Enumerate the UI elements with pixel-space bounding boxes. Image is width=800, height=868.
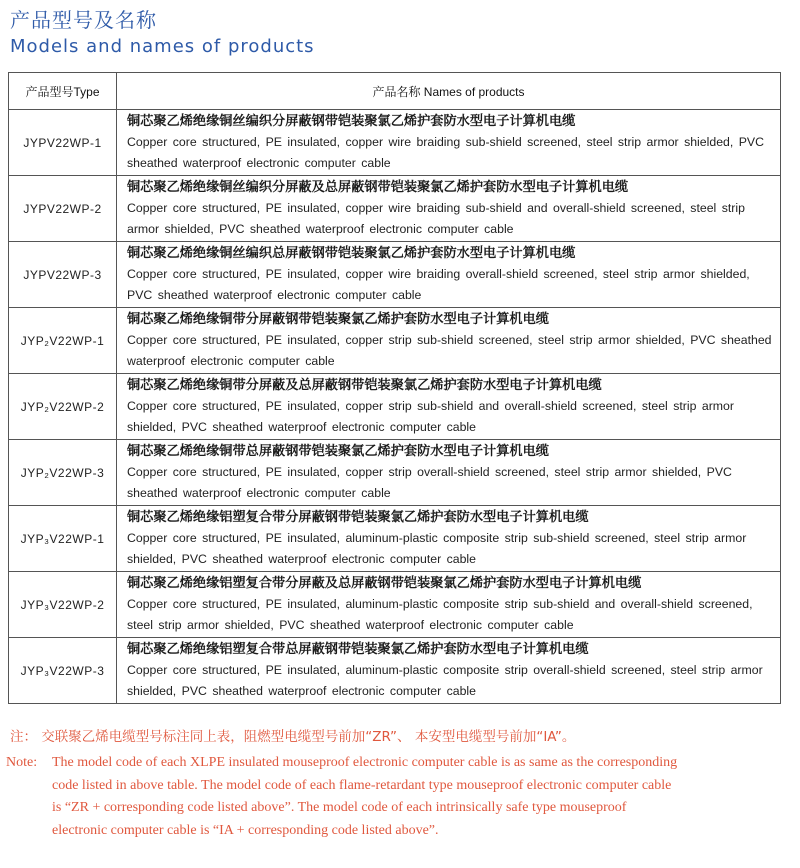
product-name-cell xyxy=(117,440,781,506)
table-row xyxy=(9,110,781,176)
model-type-cell: JYPV22WP-2 xyxy=(9,176,117,242)
product-name-cell xyxy=(117,506,781,572)
table-row xyxy=(9,440,781,506)
page-title-cn: 产品型号及名称 xyxy=(10,8,157,32)
products-table xyxy=(8,72,781,704)
product-name-cn: 铜芯聚乙烯绝缘铜丝编织分屏蔽及总屏蔽钢带铠装聚氯乙烯护套防水型电子计算机电缆 xyxy=(127,180,629,195)
note-en-line-text: The model code of each XLPE insulated mouseproof electronic computer cable is as same as the corresponding xyxy=(52,755,678,770)
product-name-en: Copper core structured, PE insulated, copper wire braiding overall-shield screened, steel strip armor shielded, PVC sheathed waterproof electronic computer cable xyxy=(127,267,750,302)
product-name-cell xyxy=(117,638,781,704)
table-row xyxy=(9,506,781,572)
header-name: 产品名称 Names of products xyxy=(117,73,781,110)
model-type-cell: JYP₃V22WP-2 xyxy=(9,572,117,638)
product-name-cn: 铜芯聚乙烯绝缘铜带分屏蔽及总屏蔽钢带铠装聚氯乙烯护套防水型电子计算机电缆 xyxy=(127,378,602,393)
product-name-cn: 铜芯聚乙烯绝缘铝塑复合带总屏蔽钢带铠装聚氯乙烯护套防水型电子计算机电缆 xyxy=(127,642,589,657)
product-name-cn: 铜芯聚乙烯绝缘铝塑复合带分屏蔽钢带铠装聚氯乙烯护套防水型电子计算机电缆 xyxy=(127,510,589,525)
product-name-en: Copper core structured, PE insulated, copper strip sub-shield screened, steel strip armor shielded, PVC sheathed waterproof electronic computer cable xyxy=(127,333,772,368)
note-en-line xyxy=(6,752,796,775)
product-name-cell xyxy=(117,572,781,638)
note-cn: 注： 交联聚乙烯电缆型号标注同上表，阻燃型电缆型号前加“ZR”、 本安型电缆型号前加“IA”。 xyxy=(10,729,576,745)
page-title-en: Models and names of products xyxy=(10,36,315,57)
table-row xyxy=(9,308,781,374)
model-type-cell: JYP₃V22WP-1 xyxy=(9,506,117,572)
table-row xyxy=(9,242,781,308)
product-name-en: Copper core structured, PE insulated, aluminum-plastic composite strip sub-shield and overall-shield screened, steel strip armor shielded, PVC sheathed waterproof electronic computer cable xyxy=(127,597,753,632)
table-row xyxy=(9,638,781,704)
product-name-en: Copper core structured, PE insulated, copper wire braiding sub-shield screened, steel strip armor shielded, PVC sheathed waterproof electronic computer cable xyxy=(127,135,764,170)
product-name-cn: 铜芯聚乙烯绝缘铜丝编织总屏蔽钢带铠装聚氯乙烯护套防水型电子计算机电缆 xyxy=(127,246,576,261)
table-row xyxy=(9,572,781,638)
product-name-en: Copper core structured, PE insulated, copper wire braiding sub-shield and overall-shield screened, steel strip armor shielded, PVC sheathed waterproof electronic computer cable xyxy=(127,201,745,236)
note-en-line: code listed in above table. The model code of each flame-retardant type mouseproof electronic computer cable xyxy=(52,777,672,793)
product-name-cn: 铜芯聚乙烯绝缘铜带总屏蔽钢带铠装聚氯乙烯护套防水型电子计算机电缆 xyxy=(127,444,549,459)
note-en-line: electronic computer cable is “IA + corresponding code listed above”. xyxy=(52,822,439,838)
product-name-cell xyxy=(117,242,781,308)
model-type-cell: JYP₃V22WP-3 xyxy=(9,638,117,704)
model-type-cell: JYP₂V22WP-3 xyxy=(9,440,117,506)
note-en-label: Note: xyxy=(6,755,38,770)
product-name-cell xyxy=(117,308,781,374)
product-name-cell xyxy=(117,110,781,176)
model-type-cell: JYP₂V22WP-2 xyxy=(9,374,117,440)
product-name-en: Copper core structured, PE insulated, aluminum-plastic composite strip overall-shield screened, steel strip armor shielded, PVC sheathed waterproof electronic computer cable xyxy=(127,663,763,698)
table-row xyxy=(9,374,781,440)
product-name-cell xyxy=(117,374,781,440)
product-name-en: Copper core structured, PE insulated, copper strip overall-shield screened, steel strip armor shielded, PVC sheathed waterproof electronic computer cable xyxy=(127,465,732,500)
note-en-line: is “ZR + corresponding code listed above”. The model code of each intrinsically safe type mouseproof xyxy=(52,800,627,815)
note-en xyxy=(6,752,796,842)
product-name-cn: 铜芯聚乙烯绝缘铝塑复合带分屏蔽及总屏蔽钢带铠装聚氯乙烯护套防水型电子计算机电缆 xyxy=(127,576,642,591)
model-type-cell: JYPV22WP-3 xyxy=(9,242,117,308)
product-name-en: Copper core structured, PE insulated, copper strip sub-shield and overall-shield screened, steel strip armor shielded, PVC sheathed waterproof electronic computer cable xyxy=(127,399,734,434)
model-type-cell: JYP₂V22WP-1 xyxy=(9,308,117,374)
header-type: 产品型号Type xyxy=(9,73,117,110)
product-name-cn: 铜芯聚乙烯绝缘铜带分屏蔽钢带铠装聚氯乙烯护套防水型电子计算机电缆 xyxy=(127,312,549,327)
product-name-cell xyxy=(117,176,781,242)
table-header-row xyxy=(9,73,781,110)
product-name-cn: 铜芯聚乙烯绝缘铜丝编织分屏蔽钢带铠装聚氯乙烯护套防水型电子计算机电缆 xyxy=(127,114,576,129)
product-name-en: Copper core structured, PE insulated, aluminum-plastic composite strip sub-shield screened, steel strip armor shielded, PVC sheathed waterproof electronic computer cable xyxy=(127,531,747,566)
table-row xyxy=(9,176,781,242)
model-type-cell: JYPV22WP-1 xyxy=(9,110,117,176)
